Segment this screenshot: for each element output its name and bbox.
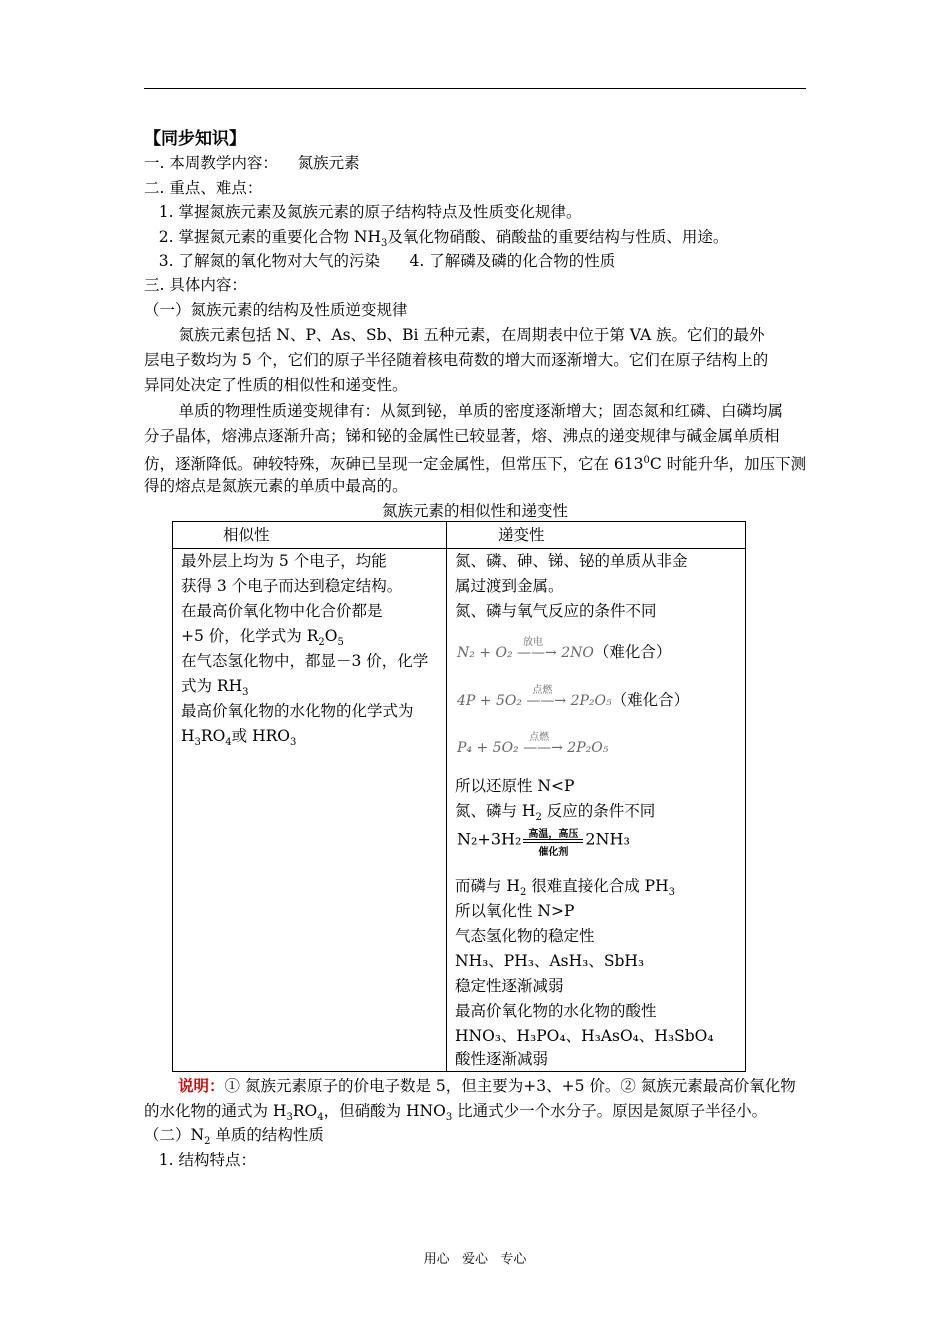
left-cell-line: 最外层上均为 5 个电子，均能 <box>181 552 387 570</box>
right-cell-line: 所以氧化性 N>P <box>455 902 575 920</box>
equation-n2-o2: N₂ + O₂ ——→ 放电 2NO（难化合） <box>457 637 672 661</box>
comparison-table <box>172 521 746 1072</box>
left-cell-line: 在气态氢化物中，都显－3 价，化学 <box>181 652 429 670</box>
header-rule <box>144 88 806 89</box>
note-label: 说明： <box>178 1076 225 1095</box>
key-point-2: 2. 掌握氮元素的重要化合物 $NH_3$及氧化物硝酸、硝酸盐的重要结构与性质、用途。 <box>144 228 729 250</box>
key-points-heading: 二. 重点、难点： <box>144 179 263 197</box>
specific-content-heading: 三. 具体内容： <box>144 276 247 294</box>
left-cell-line: 在最高价氧化物中化合价都是 <box>181 602 383 620</box>
table-column-divider <box>446 522 447 1071</box>
paragraph-2-line-1: 单质的物理性质递变规律有：从氮到铋，单质的密度逐渐增大；固态氮和红磷、白磷均属 <box>144 402 783 420</box>
right-cell-line: 酸性逐渐减弱 <box>455 1050 549 1068</box>
paragraph-2-line-3: 仿，逐渐降低。砷较特殊，灰砷已呈现一定金属性，但常压下，它在 $613^0C$ 时能升华，加压下测 <box>144 455 807 474</box>
right-cell-line: 氮、磷与 $H_2$ 反应的条件不同 <box>455 802 656 824</box>
right-cell-line: 气态氢化物的稳定性 <box>455 927 595 945</box>
right-cell-line: NH₃、PH₃、AsH₃、SbH₃ <box>455 952 645 970</box>
equation-ammonia-synthesis: N₂+3H₂ 高温，高压 催化剂 2NH₃ <box>457 829 630 858</box>
section-title: 【同步知识】 <box>144 129 246 149</box>
left-cell-line: +5 价，化学式为 $R_2O_5$ <box>181 627 344 649</box>
left-cell-line: 式为 $RH_3$ <box>181 677 249 699</box>
key-point-1: 1. 掌握氮族元素及氮族元素的原子结构特点及性质变化规律。 <box>144 203 582 221</box>
right-cell-line: HNO₃、H₃PO₄、H₃AsO₄、H₃SbO₄ <box>455 1027 714 1045</box>
key-point-3-4: 3. 了解氮的氧化物对大气的污染 4. 了解磷及磷的化合物的性质 <box>144 252 616 270</box>
equation-p4-o2: P₄ + 5O₂ ——→ 点燃 2P₂O₅ <box>457 732 609 756</box>
right-cell-line: 而磷与 $H_2$ 很难直接化合成 $PH_3$ <box>455 877 676 899</box>
right-cell-line: 所以还原性 N<P <box>455 777 575 795</box>
header-variation: 递变性 <box>498 526 545 544</box>
table-caption: 氮族元素的相似性和递变性 <box>381 502 568 520</box>
paragraph-1-line-1: 氮族元素包括 N、P、As、Sb、Bi 五种元素，在周期表中位于第 VA 族。它们的最外 <box>144 326 765 344</box>
paragraph-1-line-3: 异同处决定了性质的相似性和递变性。 <box>144 376 408 394</box>
teaching-content-line: 一. 本周教学内容： 氮族元素 <box>144 154 360 172</box>
note-line-1: 说明：① 氮族元素原子的价电子数是 5，但主要为+3、+5 价。② 氮族元素最高价氧化物 <box>178 1076 796 1095</box>
right-cell-line: 氮、磷与氧气反应的条件不同 <box>455 602 657 620</box>
equation-p-o2: 4P + 5O₂ ——→ 点燃 2P₂O₅（难化合） <box>457 685 690 709</box>
right-cell-line: 最高价氧化物的水化物的酸性 <box>455 1002 657 1020</box>
paragraph-2-line-2: 分子晶体，熔沸点逐渐升高；锑和铋的金属性已较显著，熔、沸点的递变规律与碱金属单质相 <box>144 427 780 445</box>
right-cell-line: 稳定性逐渐减弱 <box>455 977 564 995</box>
note-line-2: 的水化物的通式为 $H_3RO_4$，但硝酸为 $HNO_3$ 比通式少一个水分子。原因是氮原子半径小。 <box>144 1102 768 1124</box>
right-cell-line: 氮、磷、砷、锑、铋的单质从非金 <box>455 552 688 570</box>
left-cell-line: 获得 3 个电子而达到稳定结构。 <box>181 577 403 595</box>
paragraph-2-line-4: 得的熔点是氮族元素的单质中最高的。 <box>144 477 408 495</box>
paragraph-1-line-2: 层电子数均为 5 个，它们的原子半径随着核电荷数的增大而逐渐增大。它们在原子结构上的 <box>144 351 769 369</box>
left-cell-line: 最高价氧化物的水化物的化学式为 <box>181 702 414 720</box>
structure-features-line: 1. 结构特点： <box>144 1151 256 1169</box>
subsection-1-heading: （一）氮族元素的结构及性质逆变规律 <box>144 301 408 319</box>
page-footer: 用心 爱心 专心 <box>423 1252 527 1267</box>
header-similarity: 相似性 <box>223 526 270 544</box>
left-cell-line: $H_3RO_4$或 $HRO_3$ <box>181 727 297 749</box>
right-cell-line: 属过渡到金属。 <box>455 577 564 595</box>
subsection-2-heading: （二）$N_2$ 单质的结构性质 <box>144 1126 324 1148</box>
